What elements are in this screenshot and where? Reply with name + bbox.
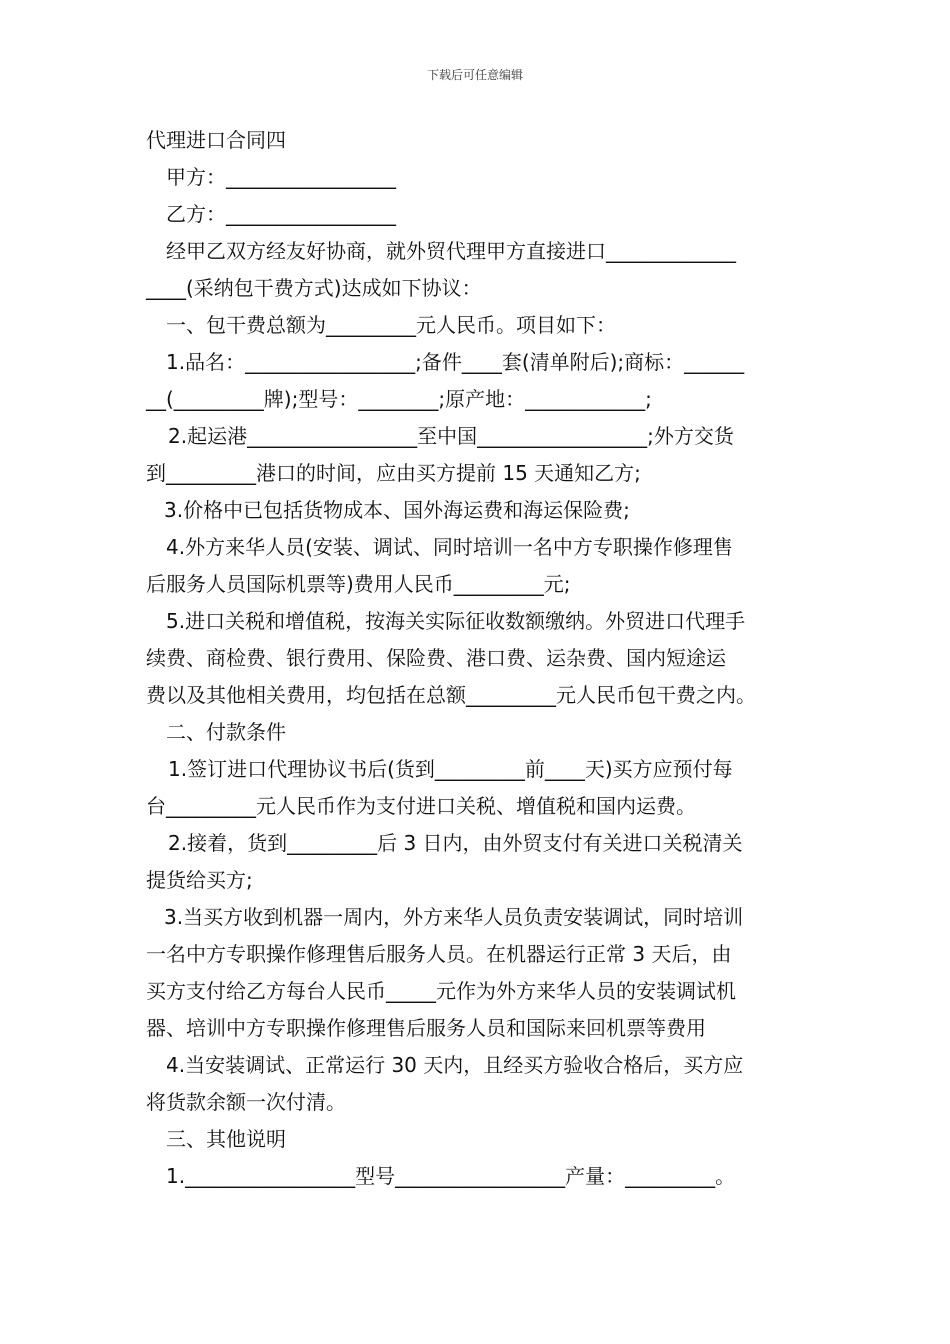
clause-line: 器、培训中方专职操作修理售后服务人员和国际来回机票等费用 — [146, 1016, 706, 1040]
clause-line: 3.当买方收到机器一周内，外方来华人员负责安装调试，同时培训 — [164, 905, 744, 929]
intro-paragraph-line: ____(采纳包干费方式)达成如下协议： — [146, 276, 482, 300]
clause-line: 1.签订进口代理协议书后(货到_________前____天)买方应预付每 — [168, 757, 733, 781]
clause-line: 2.起运港_________________至中国_________________;外方交货 — [168, 424, 734, 448]
clause-line: 买方支付给乙方每台人民币_____元作为外方来华人员的安装调试机 — [146, 979, 736, 1003]
clause-line: 费以及其他相关费用，均包括在总额_________元人民币包干费之内。 — [146, 683, 756, 707]
page-header-note: 下载后可任意编辑 — [426, 68, 523, 82]
section-heading: 一、包干费总额为_________元人民币。项目如下： — [166, 313, 616, 337]
clause-line: 4.当安装调试、正常运行 30 天内，且经买方验收合格后，买方应 — [166, 1053, 744, 1077]
clause-line: 后服务人员国际机票等)费用人民币_________元; — [146, 572, 571, 596]
clause-line: 将货款余额一次付清。 — [146, 1090, 346, 1114]
clause-line: 续费、商检费、银行费用、保险费、港口费、运杂费、国内短途运 — [146, 646, 726, 670]
section-heading: 三、其他说明 — [166, 1127, 286, 1151]
clause-line: 提货给买方; — [146, 868, 253, 892]
intro-paragraph-line: 经甲乙双方经友好协商，就外贸代理甲方直接进口_____________ — [166, 239, 736, 263]
party-a-line: 甲方：_________________ — [166, 165, 396, 189]
contract-body — [146, 121, 826, 1195]
clause-line: 2.接着，货到_________后 3 日内，由外贸支付有关进口关税清关 — [168, 831, 743, 855]
section-heading: 二、付款条件 — [166, 720, 286, 744]
clause-line: 1.品名：_________________;备件____套(清单附后);商标：______ — [166, 350, 745, 374]
clause-line: 4.外方来华人员(安装、调试、同时培训一名中方专职操作修理售 — [166, 535, 733, 559]
clause-line: 1._________________型号_________________产量：_________。 — [166, 1164, 736, 1188]
clause-line: 到_________港口的时间，应由买方提前 15 天通知乙方; — [146, 461, 641, 485]
clause-line: 5.进口关税和增值税，按海关实际征收数额缴纳。外贸进口代理手 — [166, 609, 746, 633]
clause-line: 一名中方专职操作修理售后服务人员。在机器运行正常 3 天后，由 — [146, 942, 732, 966]
clause-line: 3.价格中已包括货物成本、国外海运费和海运保险费; — [164, 498, 630, 522]
document-title: 代理进口合同四 — [146, 128, 286, 152]
party-b-line: 乙方：_________________ — [166, 202, 396, 226]
clause-line: __(_________牌);型号：________;原产地：____________; — [146, 387, 652, 411]
clause-line: 台_________元人民币作为支付进口关税、增值税和国内运费。 — [146, 794, 696, 818]
